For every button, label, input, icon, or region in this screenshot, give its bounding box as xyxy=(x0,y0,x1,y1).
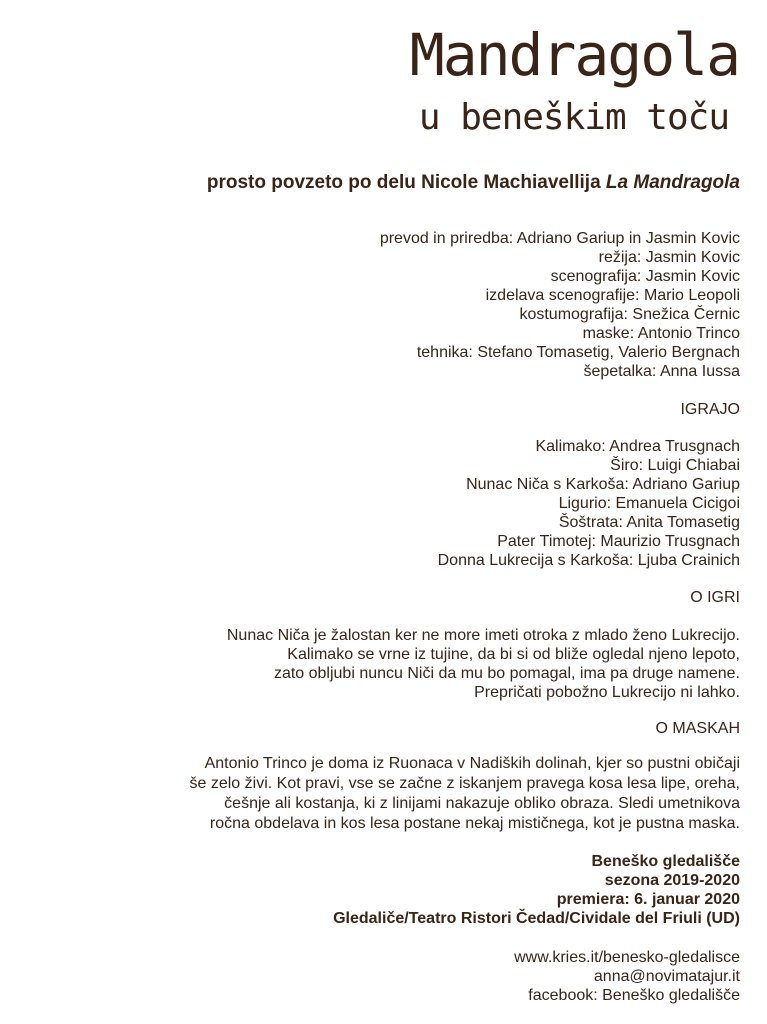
credit-line: režija: Jasmin Kovic xyxy=(598,249,740,266)
cast-list xyxy=(438,437,740,570)
website-link[interactable]: www.kries.it/benesko-gledalisce xyxy=(514,949,740,966)
cast-line: Širo: Luigi Chiabai xyxy=(610,457,740,474)
facebook-link[interactable]: facebook: Beneško gledališče xyxy=(528,987,740,1004)
about-masks-text xyxy=(190,754,741,834)
cast-line: Donna Lukrecija s Karkoša: Ljuba Crainich xyxy=(437,552,740,569)
about-play-text xyxy=(227,626,740,702)
tagline-work-title: La Mandragola xyxy=(605,172,740,193)
credit-line: kostumografija: Snežica Černic xyxy=(519,306,740,323)
credit-line: šepetalka: Anna Iussa xyxy=(583,363,740,380)
credit-line: tehnika: Stefano Tomasetig, Valerio Bergnach xyxy=(416,344,740,361)
source-tagline xyxy=(207,172,740,194)
tagline-prefix: prosto povzeto po delu Nicole Machiavellija xyxy=(206,172,606,193)
credit-line: prevod in priredba: Adriano Gariup in Jasmin Kovic xyxy=(379,230,740,247)
poster-subtitle: u beneškim toču xyxy=(418,97,729,138)
about-masks-line: Antonio Trinco je doma iz Ruonaca v Nadiških dolinah, kjer so pustni običaji xyxy=(204,755,740,772)
credits-list xyxy=(380,229,740,381)
about-play-line: Prepričati pobožno Lukrecijo ni lahko. xyxy=(474,684,740,701)
about-masks-line: ročna obdelava in kos lesa postane nekaj mističnega, kot je pustna maska. xyxy=(209,815,740,832)
poster-title: Mandragola xyxy=(409,21,739,89)
cast-line: Kalimako: Andrea Trusgnach xyxy=(535,438,740,455)
cast-line: Pater Timotej: Maurizio Trusgnach xyxy=(497,533,740,550)
cast-line: Nunac Niča s Karkoša: Adriano Gariup xyxy=(466,476,740,493)
company-name: Beneško gledališče xyxy=(591,853,740,870)
premiere-date: premiera: 6. januar 2020 xyxy=(556,891,740,908)
about-play-line: zato obljubi nuncu Niči da mu bo pomagal, ima pa druge namene. xyxy=(273,665,740,682)
email-link[interactable]: anna@novimatajur.it xyxy=(593,968,740,985)
cast-heading: IGRAJO xyxy=(680,401,740,418)
about-masks-heading: O MASKAH xyxy=(655,720,740,737)
credit-line: maske: Antonio Trinco xyxy=(582,325,740,342)
credit-line: scenografija: Jasmin Kovic xyxy=(550,268,740,285)
cast-line: Šoštrata: Anita Tomasetig xyxy=(558,514,740,531)
about-play-heading: O IGRI xyxy=(690,589,740,606)
credit-line: izdelava scenografije: Mario Leopoli xyxy=(485,287,740,304)
about-masks-line: še zelo živi. Kot pravi, vse se začne z iskanjem pravega kosa lesa lipe, oreha, xyxy=(189,775,740,792)
about-play-line: Kalimako se vrne iz tujine, da bi si od bliže ogledal njeno lepoto, xyxy=(287,646,740,663)
season-text: sezona 2019-2020 xyxy=(604,872,740,889)
cast-line: Ligurio: Emanuela Cicigoi xyxy=(558,495,740,512)
production-info xyxy=(333,852,740,928)
venue-text: Gledaliče/Teatro Ristori Čedad/Cividale del Friuli (UD) xyxy=(333,910,740,927)
about-play-line: Nunac Niča je žalostan ker ne more imeti otroka z mlado ženo Lukrecijo. xyxy=(226,627,740,644)
contact-info xyxy=(514,948,740,1005)
about-masks-line: češnje ali kostanja, ki z linijami nakazuje obliko obraza. Sledi umetnikova xyxy=(224,795,740,812)
